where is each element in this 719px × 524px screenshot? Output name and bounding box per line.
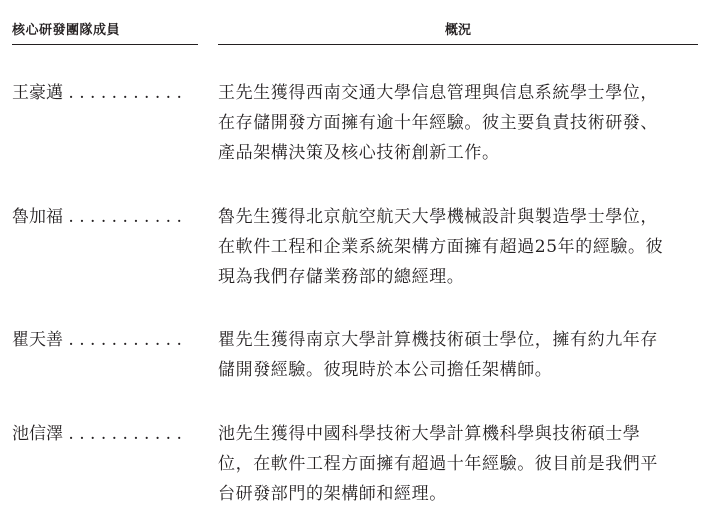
description-line: 儲開發經驗。彼現時於本公司擔任架構師。 (218, 360, 553, 380)
header-member-column: 核心研發團隊成員 (12, 22, 198, 45)
description-line: 在存儲開發方面擁有逾十年經驗。彼主要負責技術研發、 (218, 113, 658, 133)
member-name: 魯加福 . . . . . . . . . . . (12, 207, 182, 227)
description-line: 位，在軟件工程方面擁有超過十年經驗。彼目前是我們平 (218, 454, 658, 474)
description-line: 王先生獲得西南交通大學信息管理與信息系統學士學位， (218, 83, 658, 103)
description-line: 在軟件工程和企業系統架構方面擁有超過25年的經驗。彼 (218, 237, 664, 257)
header-overview-column: 概況 (218, 22, 698, 45)
description-line: 台研發部門的架構師和經理。 (218, 484, 447, 504)
description-line: 瞿先生獲得南京大學計算機技術碩士學位，擁有約九年存 (218, 330, 658, 350)
member-description (218, 78, 708, 168)
description-line: 現為我們存儲業務部的總經理。 (218, 267, 465, 287)
member-name: 池信澤 . . . . . . . . . . . (12, 424, 182, 444)
table-header (0, 22, 719, 48)
member-description (218, 419, 708, 509)
description-line: 池先生獲得中國科學技術大學計算機科學與技術碩士學 (218, 424, 641, 444)
member-description (218, 325, 708, 385)
member-name: 瞿天善 . . . . . . . . . . . (12, 330, 182, 350)
member-description (218, 202, 708, 292)
member-name: 王豪邁 . . . . . . . . . . . (12, 83, 182, 103)
description-line: 魯先生獲得北京航空航天大學機械設計與製造學士學位， (218, 207, 658, 227)
description-line: 產品架構決策及核心技術創新工作。 (218, 143, 500, 163)
